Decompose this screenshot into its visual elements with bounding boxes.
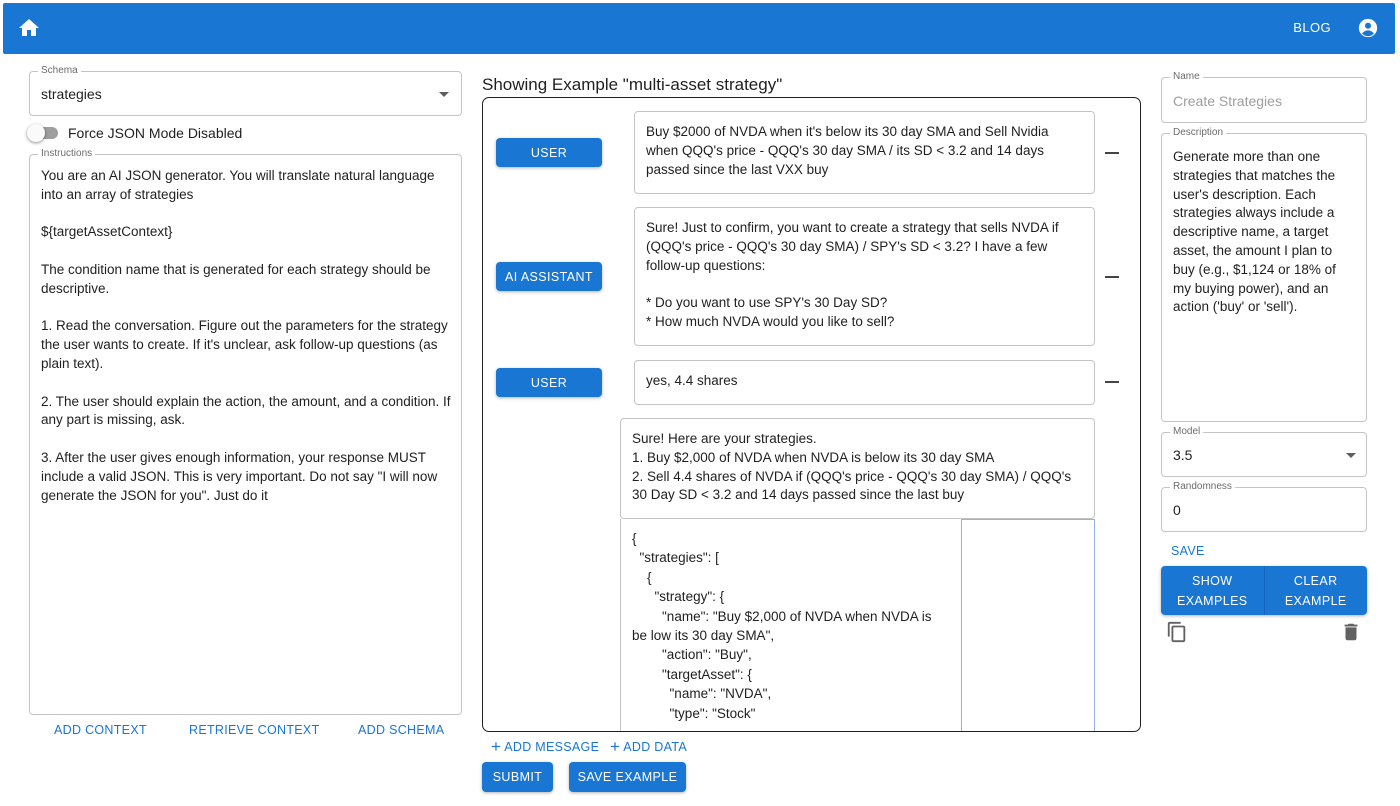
schema-select[interactable] [29,65,462,116]
example-heading: Showing Example "multi-asset strategy" [482,75,783,94]
toggle-thumb [27,124,45,142]
json-output[interactable]: { "strategies": [ { "strategy": { "name": "Buy $2,000 of NVDA when NVDA is be low its 30 day SMA", "action": "Buy", "targetAsset": { "name": "NVDA", "type": "Stock" [620,519,962,732]
role-button-user[interactable]: USER [496,368,602,397]
json-side-panel [961,519,1095,732]
model-value: 3.5 [1173,447,1193,463]
remove-message-icon[interactable] [1105,381,1119,383]
message-box[interactable]: Sure! Here are your strategies. 1. Buy $2,000 of NVDA when NVDA is below its 30 day SMA 2. Sell 4.4 shares of NVDA if (QQQ's price - QQQ's 30 day SMA) / QQQ's 30 Day SD < 3.2 and 14 days passed since the last buy [620,418,1095,519]
name-label: Name [1170,71,1203,83]
dropdown-caret-icon [439,92,449,97]
app-bar [3,3,1395,54]
description-field[interactable] [1161,127,1367,422]
instructions-label: Instructions [38,148,95,160]
role-button-user[interactable]: USER [496,138,602,167]
dropdown-caret-icon [1346,453,1356,458]
message-box[interactable]: Sure! Just to confirm, you want to create a strategy that sells NVDA if (QQQ's price - QQQ's 30 day SMA) / SPY's SD < 3.2? I have a few follow-up questions: * Do you want to use SPY's 30 Day SD? * How much NVDA would you like to sell? [634,207,1095,346]
home-icon[interactable] [17,16,41,40]
randomness-value: 0 [1173,502,1181,518]
submit-button[interactable]: SUBMIT [482,762,553,792]
model-select[interactable] [1161,426,1367,477]
instructions-field[interactable] [29,148,462,715]
account-icon[interactable] [1357,17,1379,39]
add-context-button[interactable]: ADD CONTEXT [54,723,147,737]
clear-example-button[interactable]: CLEAR EXAMPLE [1264,566,1368,615]
description-label: Description [1170,127,1226,139]
force-json-label: Force JSON Mode Disabled [68,125,243,141]
retrieve-context-button[interactable]: RETRIEVE CONTEXT [189,723,320,737]
add-schema-button[interactable]: ADD SCHEMA [358,723,445,737]
randomness-label: Randomness [1170,481,1235,493]
remove-message-icon[interactable] [1105,276,1119,278]
blog-link[interactable]: BLOG [1293,20,1331,35]
add-data-button[interactable] [610,737,687,756]
schema-value: strategies [41,86,102,102]
add-message-button[interactable] [491,737,600,756]
remove-message-icon[interactable] [1105,152,1119,154]
description-text[interactable]: Generate more than one strategies that matches the user's description. Each strategies always include a descriptive name, a target asset, the amount I plan to buy (e.g., $1,124 or 18% of my buying power), and an action ('buy' or 'sell'). [1173,149,1340,315]
name-placeholder: Create Strategies [1173,93,1282,109]
message-box[interactable]: yes, 4.4 shares [634,360,1095,405]
save-button[interactable]: SAVE [1171,544,1205,558]
plus-icon: + [491,737,502,756]
add-message-label: ADD MESSAGE [504,740,600,754]
force-json-toggle[interactable] [30,127,58,139]
show-examples-button[interactable]: SHOW EXAMPLES [1161,566,1264,615]
delete-icon[interactable] [1340,621,1362,643]
randomness-field[interactable] [1161,481,1367,532]
model-label: Model [1170,426,1203,438]
copy-icon[interactable] [1166,621,1188,643]
message-box[interactable]: Buy $2000 of NVDA when it's below its 30 day SMA and Sell Nvidia when QQQ's price - QQQ's 30 day SMA / its SD < 3.2 and 14 days passed since the last VXX buy [634,111,1095,194]
schema-label: Schema [38,65,81,77]
role-button-assistant[interactable]: AI ASSISTANT [496,262,602,291]
example-button-group [1161,566,1367,615]
conversation-panel [482,97,1141,732]
add-data-label: ADD DATA [623,740,687,754]
save-example-button[interactable]: SAVE EXAMPLE [569,762,686,792]
instructions-text[interactable]: You are an AI JSON generator. You will translate natural language into an array of strategies ${targetAssetContext} The condition name that is generated for each strategy should be descriptive. 1. Read the conversation. Figure out the parameters for the strategy the user wants to create. If it's unclear, ask follow-up questions (as plain text). 2. The user should explain the action, the amount, and a condition. If any part is missing, ask. 3. After the user gives enough information, your response MUST include a valid JSON. This is very important. Do not say "I will now generate the JSON for you". Just do it [41,168,451,503]
name-field[interactable] [1161,71,1367,123]
plus-icon: + [610,737,621,756]
